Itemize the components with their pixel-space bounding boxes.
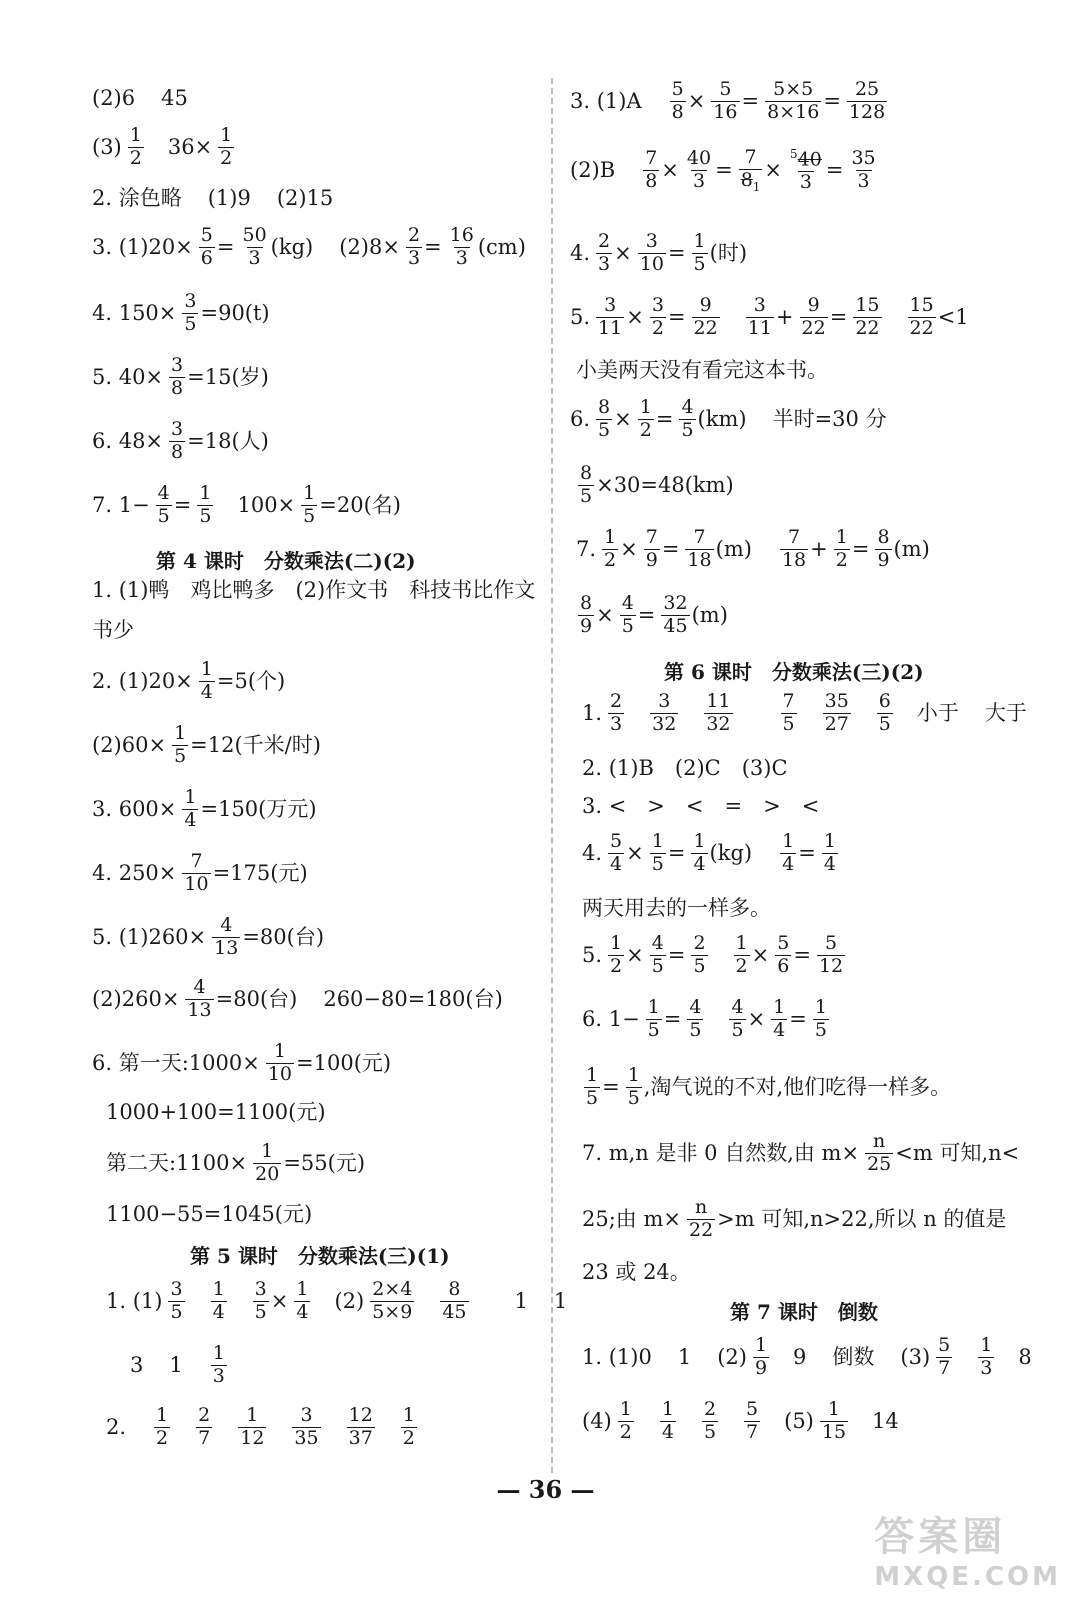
fraction: $\frac{1}{4}$ <box>823 830 836 875</box>
answer-line: 5. $\frac{3}{11}$ × $\frac{3}{2}$ = $\frac{9}{22}$ 3 11 + $\frac{9}{22}$ = $\frac{15}{22}$ 15 22 <1 <box>570 294 969 339</box>
fraction: $\frac{1}{2}$ <box>735 932 748 977</box>
fraction: $\frac{3}{5}$ <box>184 290 197 335</box>
fraction: $\frac{9}{22}$ <box>801 294 826 339</box>
fraction: $\frac{8}{5}$ <box>580 462 593 507</box>
fraction: $\frac{1}{4}$ <box>296 1278 309 1323</box>
answer-line: 两天用去的一样多。 <box>582 896 771 920</box>
fraction: $\frac{1}{5}$ <box>814 996 827 1041</box>
fraction: $\frac{1}{5}$ <box>647 996 660 1041</box>
fraction: 1 4 <box>661 1398 674 1443</box>
fraction: $\frac{4}{13}$ <box>187 976 212 1021</box>
fraction: $\frac{1}{4}$ <box>773 996 786 1041</box>
answer-line: 3. (1)A $\frac{5}{8}$ × $\frac{5}{16}$ = $\frac{5\times 5}{8\times 16}$ = $\frac{25}{128}$ <box>570 78 886 123</box>
answer-line: 1100−55=1045(元) <box>106 1202 313 1226</box>
answer-line: (2)6 45 <box>92 86 188 110</box>
site-watermark: 答案圈 MXQE.COM <box>874 1514 1061 1592</box>
fraction: 1 12 <box>240 1404 265 1449</box>
fraction: 1 3 <box>212 1342 225 1387</box>
fraction: $\frac{^540}{3}$ <box>790 147 822 194</box>
fraction: $\frac{4}{5}$ <box>621 592 634 637</box>
fraction: $\frac{1}{4}$ <box>782 830 795 875</box>
fraction: 5 7 <box>746 1398 759 1443</box>
answer-line: (2)B $\frac{7}{8}$ × $\frac{40}{3}$ = $\frac{7}{8_1}$ × $\frac{^540}{3}$ = $\frac{35}{3}$ <box>570 146 876 194</box>
answer-line: 1000+100=1100(元) <box>106 1100 326 1124</box>
fraction: $\frac{1}{2}$ <box>835 526 848 571</box>
answer-line: $\frac{1}{5}$ = $\frac{1}{5}$ ,淘气说的不对,他们吃得一样多。 <box>586 1064 952 1109</box>
fraction: $\frac{1}{4}$ <box>184 786 197 831</box>
fraction: 12 37 <box>348 1404 373 1449</box>
fraction: $\frac{40}{3}$ <box>686 147 712 193</box>
answer-line: 7. $\frac{1}{2}$ × $\frac{7}{9}$ = $\frac{7}{18}$ (m) 7 18 + $\frac{1}{2}$ = $\frac{8}{9}$ (m) <box>576 526 930 571</box>
answer-line: 4. 150× $\frac{3}{5}$ =90(t) <box>92 290 270 335</box>
fraction: $\frac{3}{11}$ <box>598 294 623 339</box>
answer-line: 3. 600× $\frac{1}{4}$ =150(万元) <box>92 786 317 831</box>
answer-line: 2. (1)20× $\frac{1}{4}$ =5(个) <box>92 658 286 703</box>
fraction: $\frac{n}{22}$ <box>688 1196 714 1241</box>
fraction: 3 35 <box>294 1404 319 1449</box>
section-heading: 第 6 课时 分数乘法(三)(2) <box>664 660 924 684</box>
answer-line: 1. (1) 3 5 1 4 $\frac{3}{5}$ × $\frac{1}{4}$ (2) 2×4 5×9 8 45 1 1 <box>106 1278 568 1323</box>
answer-line: 书少 <box>92 618 134 642</box>
fraction: $\frac{1}{5}$ <box>651 830 664 875</box>
fraction: $\frac{7}{8_1}$ <box>740 146 761 194</box>
fraction: $\frac{2}{3}$ <box>407 224 421 269</box>
fraction: $\frac{4}{5}$ <box>681 396 694 441</box>
fraction: 15 22 <box>909 294 934 339</box>
answer-line: (3) 1 2 36× $\frac{1}{2}$ <box>92 124 233 169</box>
fraction: 3 5 <box>170 1278 183 1323</box>
fraction: $\frac{3}{2}$ <box>651 294 664 339</box>
fraction: 2 5 <box>703 1398 717 1443</box>
fraction: $\frac{5}{4}$ <box>610 830 623 875</box>
fraction: $\frac{5}{16}$ <box>713 78 738 123</box>
answer-line: 2. (1)B (2)C (3)C <box>582 756 788 780</box>
fraction: $\frac{1}{5}$ <box>174 722 187 767</box>
answer-line: 2. 1 2 2 7 1 12 3 35 12 37 1 2 <box>106 1404 415 1449</box>
fraction: 3 11 <box>747 294 772 339</box>
answer-line: $\frac{8}{5}$ ×30=48(km) <box>580 462 734 507</box>
fraction: 1 2 <box>156 1404 169 1449</box>
fraction: $\frac{5}{8}$ <box>671 78 684 123</box>
answer-line: 6. 1− $\frac{1}{5}$ = $\frac{4}{5}$ $\frac{4}{5}$ × $\frac{1}{4}$ = $\frac{1}{5}$ <box>582 996 827 1041</box>
fraction: $\frac{7}{18}$ <box>687 526 712 571</box>
answer-line: 6. 48× $\frac{3}{8}$ =18(人) <box>92 418 269 463</box>
answer-line: 小美两天没有看完这本书。 <box>576 358 828 382</box>
answer-line: 1. 2 3 3 32 11 32 7 5 35 27 6 5 小于 大于 <box>582 690 1027 735</box>
fraction: $\frac{5}{12}$ <box>818 932 844 977</box>
answer-line: 3. (1)20× $\frac{5}{6}$ = $\frac{50}{3}$ (kg) (2)8× $\frac{2}{3}$ = $\frac{16}{3}$ (cm) <box>92 224 526 269</box>
fraction: 8 45 <box>442 1278 467 1323</box>
fraction: $\frac{1}{20}$ <box>255 1140 280 1185</box>
fraction: $\frac{3}{10}$ <box>639 230 664 275</box>
fraction: $\frac{7}{9}$ <box>645 526 658 571</box>
answer-line: $\frac{8}{9}$ × $\frac{4}{5}$ = $\frac{32}{45}$ (m) <box>580 592 728 637</box>
fraction: $\frac{8}{5}$ <box>598 396 611 441</box>
fraction: $\frac{25}{128}$ <box>848 78 886 123</box>
answer-line: 25;由 m× $\frac{n}{22}$ >m 可知,n>22,所以 n 的值是 <box>582 1196 1007 1241</box>
fraction: $\frac{7}{10}$ <box>184 850 209 895</box>
fraction: $\frac{1}{2}$ <box>610 932 623 977</box>
fraction: 11 32 <box>706 690 731 735</box>
answer-line: 5. (1)260× $\frac{4}{13}$ =80(台) <box>92 914 325 959</box>
answer-line: 3. < > < = > < <box>582 794 820 818</box>
answer-line: (4) 1 2 1 4 2 5 5 7 (5) 1 15 14 <box>582 1398 899 1443</box>
page-number: — 36 — <box>496 1475 595 1504</box>
fraction: $\frac{4}{5}$ <box>651 932 664 977</box>
fraction: $\frac{16}{3}$ <box>449 224 474 269</box>
answer-line: 6. $\frac{8}{5}$ × $\frac{1}{2}$ = $\frac{4}{5}$ (km) 半时=30 分 <box>570 396 887 441</box>
fraction: 1 4 <box>212 1278 225 1323</box>
answer-line: (2)260× $\frac{4}{13}$ =80(台) 260−80=180(台) <box>92 976 503 1021</box>
answer-line: 7. 1− $\frac{4}{5}$ = $\frac{1}{5}$ 100× $\frac{1}{5}$ =20(名) <box>92 482 401 527</box>
answer-line: 2. 涂色略 (1)9 (2)15 <box>92 186 334 210</box>
fraction: $\frac{2}{3}$ <box>598 230 611 275</box>
fraction: $\frac{7}{8}$ <box>645 147 658 193</box>
fraction: $\frac{1}{4}$ <box>200 658 213 703</box>
section-heading: 第 4 课时 分数乘法(二)(2) <box>156 549 416 573</box>
answer-line: 4. $\frac{2}{3}$ × $\frac{3}{10}$ = $\frac{1}{5}$ (时) <box>570 230 748 275</box>
fraction: 1 3 <box>980 1334 993 1379</box>
fraction: $\frac{1}{10}$ <box>267 1040 293 1085</box>
fraction: $\frac{1}{5}$ <box>199 482 212 527</box>
fraction: 7 5 <box>782 690 795 735</box>
fraction: $\frac{1}{2}$ <box>604 526 617 571</box>
fraction: $\frac{n}{25}$ <box>867 1130 892 1175</box>
fraction: 1 2 <box>619 1398 632 1443</box>
fraction: 5 7 <box>938 1334 951 1379</box>
answer-line: 4. $\frac{5}{4}$ × $\frac{1}{5}$ = $\frac{1}{4}$ (kg) $\frac{1}{4}$ = $\frac{1}{4}$ <box>582 830 836 875</box>
fraction: $\frac{32}{45}$ <box>663 592 688 637</box>
fraction: $\frac{1}{2}$ <box>639 396 652 441</box>
fraction: 2×4 5×9 <box>372 1278 413 1323</box>
section-heading: 第 7 课时 倒数 <box>730 1300 878 1324</box>
fraction: $\frac{5\times 5}{8\times 16}$ <box>767 78 820 123</box>
fraction: $\frac{9}{22}$ <box>693 294 718 339</box>
answer-line: 5. 40× $\frac{3}{8}$ =15(岁) <box>92 354 269 399</box>
fraction: $\frac{4}{5}$ <box>731 996 744 1041</box>
answer-line: 23 或 24。 <box>582 1260 691 1284</box>
fraction: 1 2 <box>129 124 142 169</box>
fraction: 3 32 <box>652 690 677 735</box>
fraction: $\frac{3}{8}$ <box>171 418 184 463</box>
answer-line: (2)60× $\frac{1}{5}$ =12(千米/时) <box>92 722 321 767</box>
fraction: 2 3 <box>610 690 623 735</box>
fraction: 1 2 <box>402 1404 415 1449</box>
fraction: 7 18 <box>781 526 807 571</box>
fraction: $\frac{3}{8}$ <box>171 354 184 399</box>
fraction: 1 9 <box>754 1334 768 1379</box>
fraction: $\frac{1}{5}$ <box>693 230 706 275</box>
fraction: $\frac{2}{5}$ <box>693 932 706 977</box>
fraction: $\frac{4}{5}$ <box>157 482 170 527</box>
fraction: 2 7 <box>198 1404 211 1449</box>
fraction: $\frac{4}{13}$ <box>214 914 239 959</box>
column-divider <box>551 78 553 1473</box>
answer-line: 5. $\frac{1}{2}$ × $\frac{4}{5}$ = $\frac{2}{5}$ $\frac{1}{2}$ × $\frac{5}{6}$ = $\frac{5}{12}$ <box>582 932 844 977</box>
fraction: $\frac{1}{4}$ <box>693 830 706 875</box>
fraction: $\frac{4}{5}$ <box>689 996 702 1041</box>
fraction: $\frac{3}{5}$ <box>254 1278 267 1323</box>
fraction: $\frac{1}{5}$ <box>303 482 316 527</box>
answer-line: 4. 250× $\frac{7}{10}$ =175(元) <box>92 850 308 895</box>
answer-line: 7. m,n 是非 0 自然数,由 m× $\frac{n}{25}$ <m 可知,n< <box>582 1130 1020 1175</box>
fraction: $\frac{1}{5}$ <box>627 1064 640 1109</box>
fraction: $\frac{15}{22}$ <box>855 294 880 339</box>
fraction: $\frac{50}{3}$ <box>242 224 267 269</box>
answer-line: 1. (1)0 1 (2) 1 9 9 倒数 (3) 5 7 1 3 8 <box>582 1334 1032 1379</box>
fraction: $\frac{8}{9}$ <box>580 592 593 637</box>
fraction: 35 27 <box>824 690 849 735</box>
answer-line: 1. (1)鸭 鸡比鸭多 (2)作文书 科技书比作文 <box>92 578 536 602</box>
fraction: $\frac{5}{6}$ <box>777 932 790 977</box>
answer-line: 第二天:1100× $\frac{1}{20}$ =55(元) <box>106 1140 366 1185</box>
fraction: $\frac{8}{9}$ <box>877 526 890 571</box>
fraction: 6 5 <box>878 690 891 735</box>
fraction: 1 15 <box>821 1398 847 1443</box>
fraction: $\frac{5}{6}$ <box>200 224 213 269</box>
fraction: $\frac{1}{5}$ <box>586 1064 599 1109</box>
fraction: $\frac{1}{2}$ <box>220 124 233 169</box>
section-heading: 第 5 课时 分数乘法(三)(1) <box>190 1244 450 1268</box>
fraction: $\frac{35}{3}$ <box>851 147 876 193</box>
answer-line: 3 1 1 3 <box>130 1342 225 1387</box>
answer-line: 6. 第一天:1000× $\frac{1}{10}$ =100(元) <box>92 1040 392 1085</box>
